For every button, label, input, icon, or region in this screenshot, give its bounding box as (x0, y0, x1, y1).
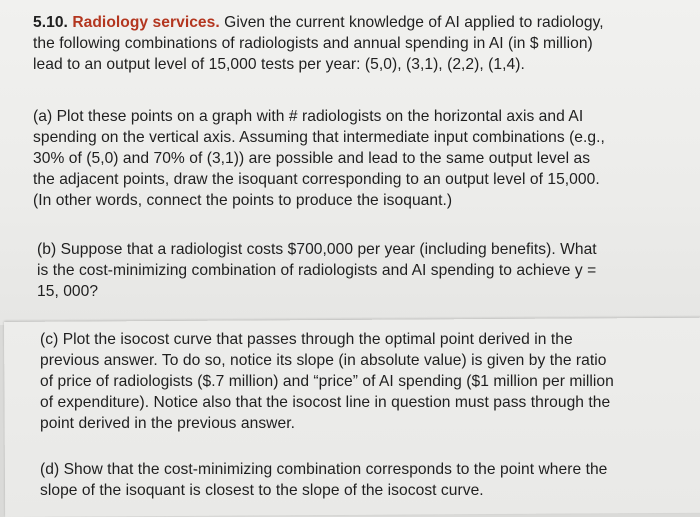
part-b-line: (b) Suppose that a radiologist costs $700,000 per year (including benefits). What (37, 241, 597, 258)
part-a-line: (In other words, connect the points to produce the isoquant.) (33, 192, 453, 209)
problem-intro (33, 12, 604, 75)
part-c-paragraph (40, 329, 614, 434)
part-a-line: spending on the vertical axis. Assuming that intermediate input combinations (e.g., (33, 129, 605, 146)
intro-line-3: lead to an output level of 15,000 tests per year: (5,0), (3,1), (2,2), (1,4). (33, 56, 525, 73)
part-a-paragraph (33, 106, 605, 211)
problem-number: 5.10. (33, 14, 68, 31)
problem-title: Radiology services. (72, 14, 220, 31)
part-b-paragraph (37, 239, 597, 302)
part-d-line: slope of the isoquant is closest to the slope of the isocost curve. (40, 482, 484, 499)
part-c-line: point derived in the previous answer. (40, 415, 295, 432)
part-c-line: of expenditure). Notice also that the isocost line in question must pass through the (40, 394, 611, 411)
part-c-line: of price of radiologists ($.7 million) and “price” of AI spending ($1 million per million (40, 373, 614, 390)
part-c-line: previous answer. To do so, notice its slope (in absolute value) is given by the ratio (40, 352, 607, 369)
intro-line-1-text: Given the current knowledge of AI applied to radiology, (219, 14, 604, 31)
part-b-line: is the cost-minimizing combination of radiologists and AI spending to achieve y = (37, 262, 597, 279)
part-d-paragraph (40, 459, 607, 501)
part-d-line: (d) Show that the cost-minimizing combination corresponds to the point where the (40, 461, 608, 478)
part-a-line: the adjacent points, draw the isoquant corresponding to an output level of 15,000. (33, 171, 600, 188)
part-c-line: (c) Plot the isocost curve that passes through the optimal point derived in the (40, 331, 573, 348)
part-a-line: 30% of (5,0) and 70% of (3,1)) are possible and lead to the same output level as (33, 150, 591, 167)
intro-line-2: the following combinations of radiologists and annual spending in AI (in $ million) (33, 35, 593, 52)
part-b-line: 15, 000? (37, 283, 99, 300)
part-a-line: (a) Plot these points on a graph with # radiologists on the horizontal axis and AI (33, 108, 584, 125)
intro-line-1 (33, 12, 604, 33)
